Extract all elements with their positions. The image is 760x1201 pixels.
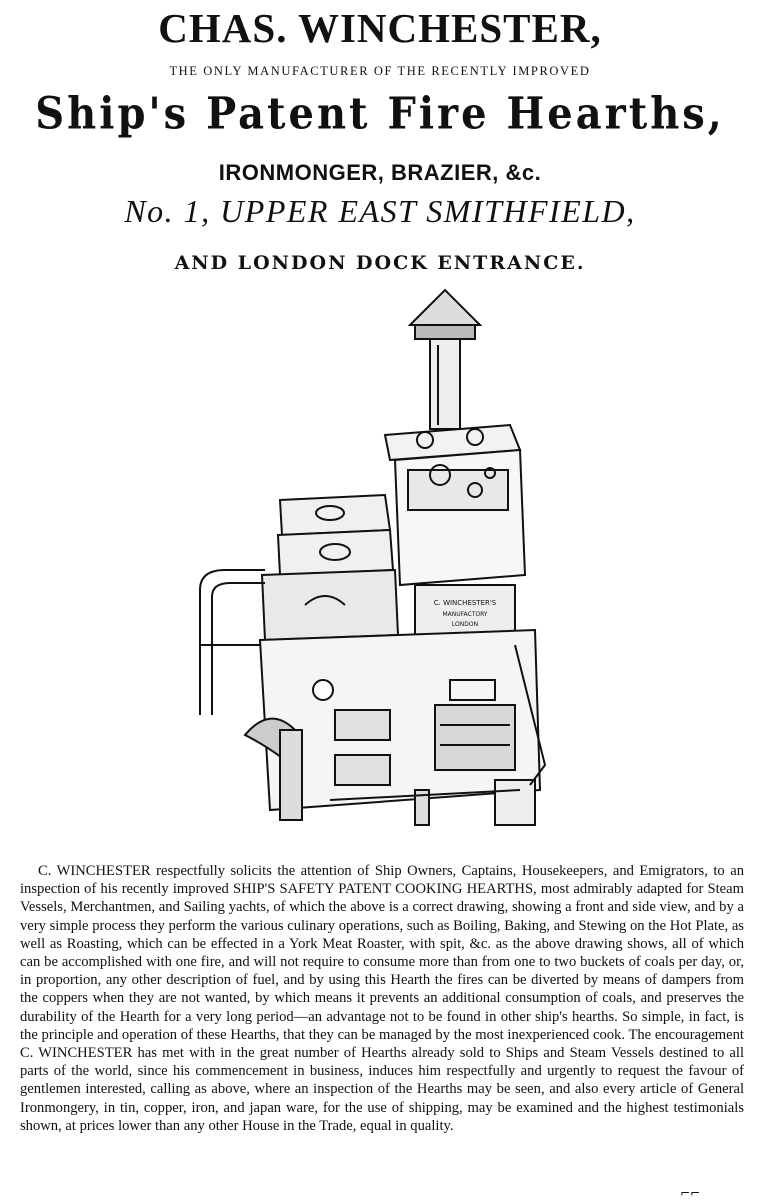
footer-mark-icon: ⌐⌐	[680, 1186, 701, 1200]
svg-text:LONDON: LONDON	[451, 621, 479, 628]
dock-entrance-line: AND LONDON DOCK ENTRANCE.	[174, 252, 586, 274]
subtitle: THE ONLY MANUFACTURER OF THE RECENTLY IMPROVED	[169, 64, 591, 78]
svg-text:MANUFACTORY: MANUFACTORY	[442, 611, 488, 618]
trade-line: IRONMONGER, BRAZIER, &c.	[218, 160, 542, 185]
advertiser-name: CHAS. WINCHESTER,	[158, 5, 602, 51]
address-line: No. 1, UPPER EAST SMITHFIELD,	[124, 193, 636, 229]
hearth-illustration	[190, 285, 580, 850]
product-heading: Ship's Patent Fire Hearths,	[35, 87, 725, 140]
advertisement-body: C. WINCHESTER respectfully solicits the attention of Ship Owners, Captains, Housekeepers, and Emigrators, to an inspection of his recently improved SHIP'S SAFETY PATENT COOKING HEARTHS, most admirably adapted for Steam Vessels, Merchantmen, and Sailing yachts, of which the above is a correct drawing, showing a front and side view, and by a very simple process they perform the various culinary operations, such as Boiling, Baking, and Stewing on the Hot Plate, as well as Roasting, which can be effected in a York Meat Roaster, with spit, &c. as the above drawing shows, all of which can be accomplished with one fire, and will not require to consume more than from one to two buckets of coals per day, or, in proportion, any other description of fuel, and by using this Hearth the fires can be diverted by means of dampers from the coppers when they are not wanted, by which means it prevents an additional consumption of coals, and preserves the durability of the Hearth for a very long period—an advantage not to be found in other ship's hearths. So simple, in fact, is the principle and operation of these Hearths, that they can be managed by the most inexperienced cook. The encouragement C. WINCHESTER has met with in the great number of Hearths already sold to Ships and Steam Vessels destined to all parts of the world, since his commencement in business, induces him respectfully and urgently to request the favour of gentlemen interested, calling as above, where an inspection of the Hearths may be seen, and also every article of General Ironmongery, in tin, copper, iron, and japan ware, for the use of shipping, may be examined and the highest testimonials shown, at prices lower than any other House in the Trade, equal in quality.	[20, 863, 744, 1134]
svg-text:C. WINCHESTER'S: C. WINCHESTER'S	[433, 599, 497, 607]
